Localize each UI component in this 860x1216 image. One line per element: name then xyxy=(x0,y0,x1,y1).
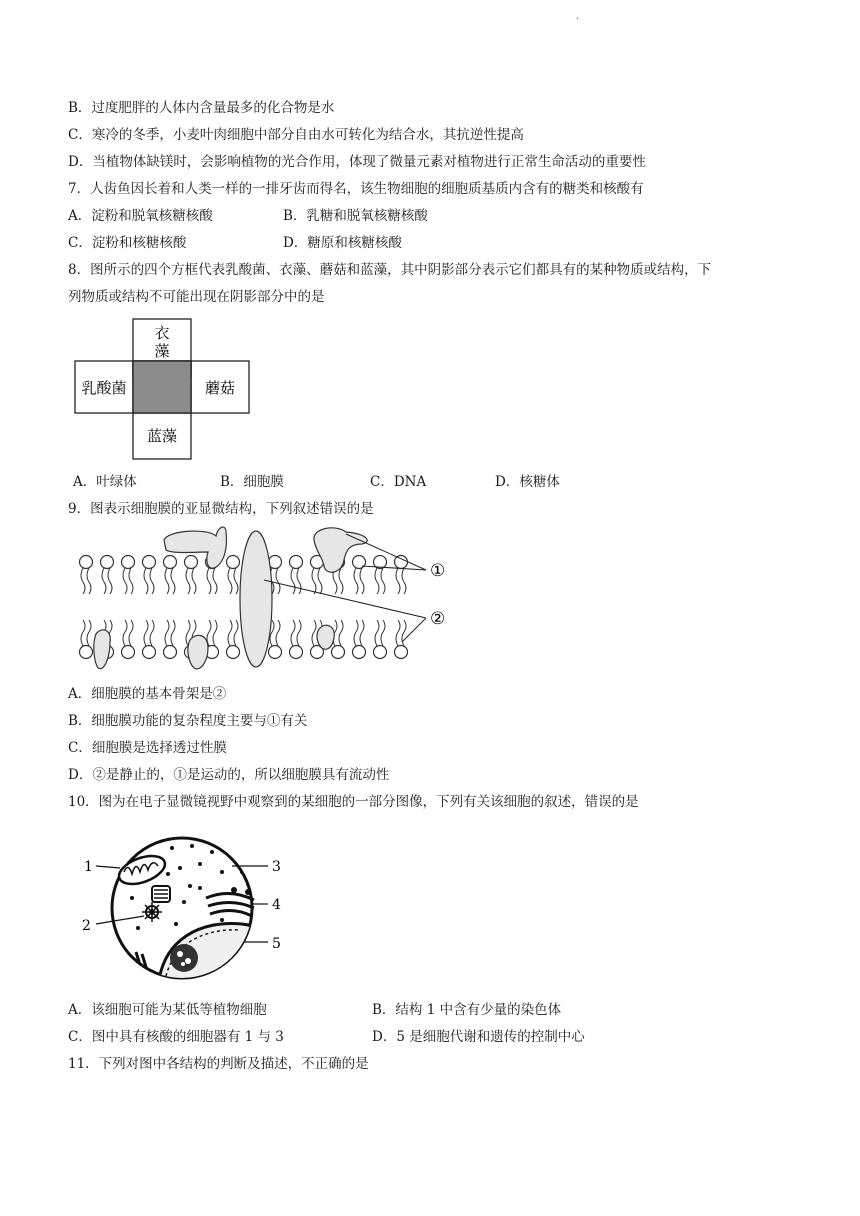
q8-label-bottom: 蓝藻 xyxy=(146,427,178,445)
q10-option-c: C．图中具有核酸的细胞器有 1 与 3 xyxy=(68,1029,284,1045)
cell-label-3: 3 xyxy=(272,859,281,875)
q9-option-b: B．细胞膜功能的复杂程度主要与①有关 xyxy=(68,713,308,729)
q8-cross-diagram xyxy=(70,316,256,462)
q7-option-b: B．乳糖和脱氧核糖核酸 xyxy=(283,208,428,224)
q10-option-b: B．结构 1 中含有少量的染色体 xyxy=(372,1002,562,1018)
q9-option-d: D．②是静止的，①是运动的，所以细胞膜具有流动性 xyxy=(68,767,390,783)
q8-label-top-1: 衣 xyxy=(154,324,170,342)
membrane-label-1: ① xyxy=(430,561,446,581)
q11-stem: 11．下列对图中各结构的判断及描述，不正确的是 xyxy=(68,1056,369,1072)
q10-cell-diagram xyxy=(72,828,292,988)
cell-label-1: 1 xyxy=(84,859,93,875)
q8-option-a: A．叶绿体 xyxy=(73,474,137,490)
q10-option-a: A．该细胞可能为某低等植物细胞 xyxy=(68,1002,267,1018)
cell-label-5: 5 xyxy=(272,936,281,952)
q8-stem-line1: 8．图所示的四个方框代表乳酸菌、衣藻、蘑菇和蓝藻，其中阴影部分表示它们都具有的某种物质或结构，下 xyxy=(68,262,712,278)
q7-option-c: C．淀粉和核糖核酸 xyxy=(68,235,187,251)
q9-membrane-diagram xyxy=(68,522,468,678)
q8-shaded-region xyxy=(133,361,191,413)
q10-option-d: D．5 是细胞代谢和遗传的控制中心 xyxy=(372,1029,585,1045)
membrane-protein-bottom-left xyxy=(94,630,110,669)
q8-label-left: 乳酸菌 xyxy=(81,379,127,397)
q9-option-a: A．细胞膜的基本骨架是② xyxy=(68,686,227,702)
q6-option-c: C．寒冷的冬季，小麦叶肉细胞中部分自由水可转化为结合水，其抗逆性提高 xyxy=(68,127,524,143)
membrane-label-2: ② xyxy=(430,609,446,629)
q9-stem: 9．图表示细胞膜的亚显微结构，下列叙述错误的是 xyxy=(68,501,374,517)
q9-option-c: C．细胞膜是选择透过性膜 xyxy=(68,740,227,756)
q8-label-top-2: 藻 xyxy=(154,342,170,360)
q8-option-b: B．细胞膜 xyxy=(220,474,284,490)
header-mark: · xyxy=(576,14,580,25)
q8-stem-line2: 列物质或结构不可能出现在阴影部分中的是 xyxy=(68,289,325,305)
q10-stem: 10．图为在电子显微镜视野中观察到的某细胞的一部分图像，下列有关该细胞的叙述，错误的是 xyxy=(68,794,639,810)
q7-option-a: A．淀粉和脱氧核糖核酸 xyxy=(68,208,213,224)
membrane-protein-transmembrane xyxy=(240,531,272,667)
q6-option-d: D．当植物体缺镁时，会影响植物的光合作用，体现了微量元素对植物进行正常生命活动的重要性 xyxy=(68,154,646,170)
q8-option-c: C．DNA xyxy=(370,474,427,490)
membrane-protein-bottom-mid xyxy=(188,635,208,669)
nucleolus xyxy=(170,944,198,972)
cell-label-4: 4 xyxy=(272,897,281,913)
q6-option-b: B．过度肥胖的人体内含量最多的化合物是水 xyxy=(68,100,335,116)
q7-stem: 7．人齿鱼因长着和人类一样的一排牙齿而得名，该生物细胞的细胞质基质内含有的糖类和核酸有 xyxy=(68,181,644,197)
q7-option-d: D．糖原和核糖核酸 xyxy=(283,235,402,251)
q8-label-right: 蘑菇 xyxy=(204,379,236,397)
q8-option-d: D．核糖体 xyxy=(495,474,560,490)
membrane-protein-bottom-right xyxy=(317,625,334,649)
cell-label-2: 2 xyxy=(82,918,91,934)
